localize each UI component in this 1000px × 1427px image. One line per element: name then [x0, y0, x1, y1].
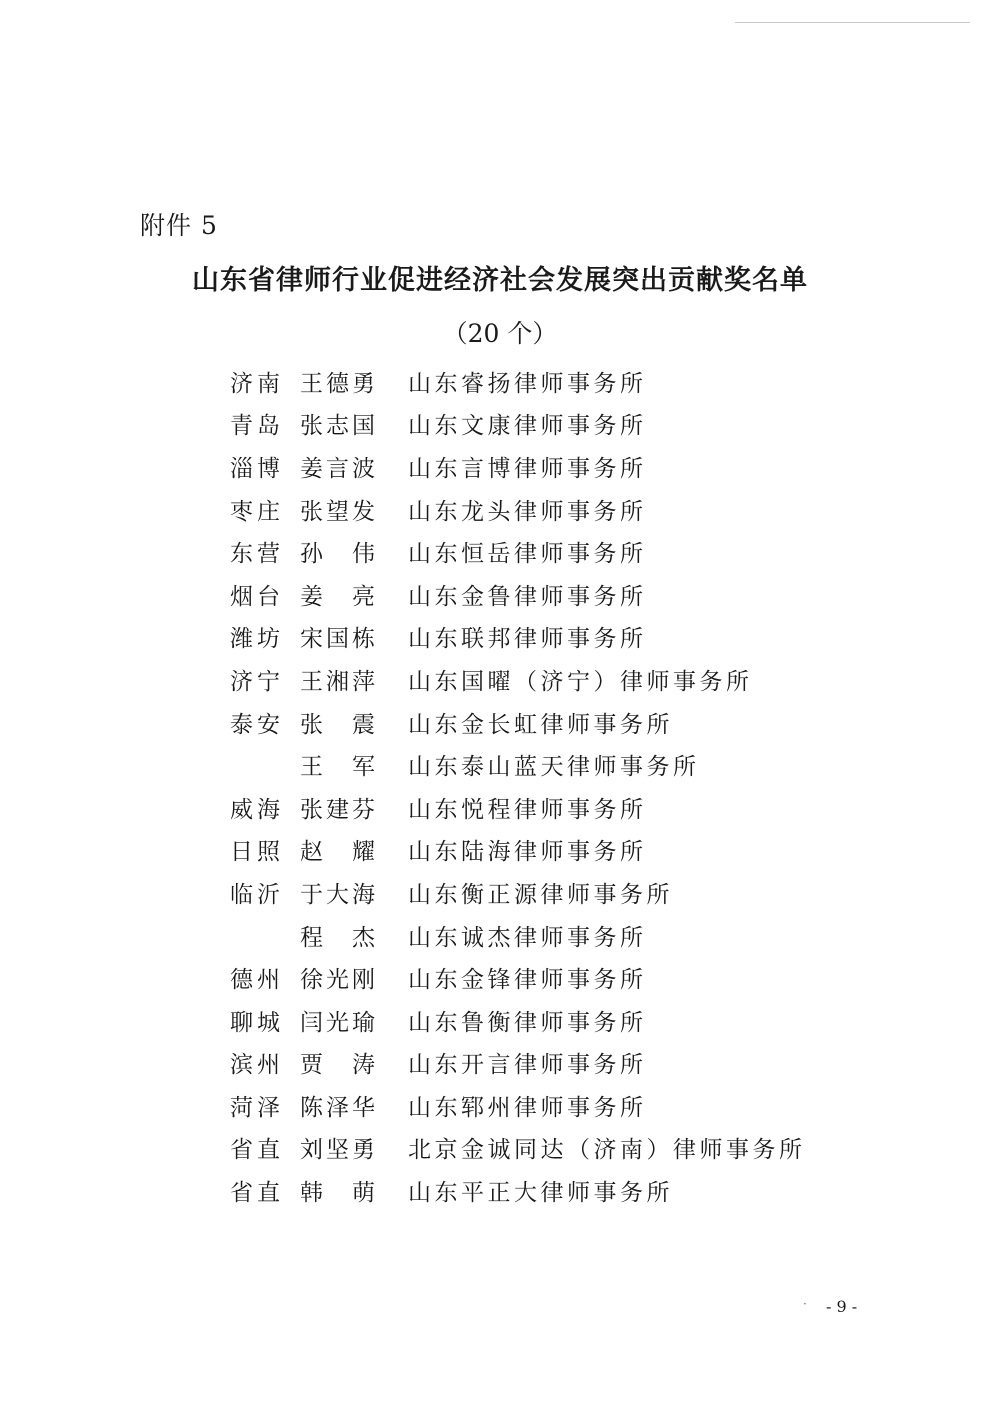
awardee-name: 张 震	[300, 711, 378, 738]
awardee-name: 宋国栋	[300, 626, 378, 653]
awardee-name: 张望发	[300, 498, 378, 525]
list-item	[230, 999, 830, 1042]
list-item	[230, 1169, 830, 1212]
law-firm: 山东开言律师事务所	[408, 1052, 647, 1079]
city: 聊城	[230, 1009, 284, 1036]
city: 青岛	[230, 413, 284, 440]
city: 日照	[230, 839, 284, 866]
law-firm: 山东泰山蓝天律师事务所	[408, 754, 700, 781]
city: 滨州	[230, 1052, 284, 1079]
awardee-name: 徐光刚	[300, 967, 378, 994]
list-item	[230, 360, 830, 403]
page-title: 山东省律师行业促进经济社会发展突出贡献奖名单	[192, 265, 808, 296]
list-item	[230, 829, 830, 872]
awardee-name: 韩 萌	[300, 1180, 378, 1207]
city: 临沂	[230, 881, 284, 908]
city: 枣庄	[230, 498, 284, 525]
list-item	[230, 914, 830, 957]
law-firm: 山东恒岳律师事务所	[408, 541, 647, 568]
city: 济南	[230, 370, 284, 397]
city: 东营	[230, 541, 284, 568]
city: 省直	[230, 1137, 284, 1164]
list-item	[230, 573, 830, 616]
awardee-name: 于大海	[300, 881, 378, 908]
awardee-name: 陈泽华	[300, 1094, 378, 1121]
law-firm: 山东文康律师事务所	[408, 413, 647, 440]
city: 烟台	[230, 583, 284, 610]
law-firm: 山东金锋律师事务所	[408, 967, 647, 994]
awardee-name: 张建芬	[300, 796, 378, 823]
law-firm: 山东国曜（济宁）律师事务所	[408, 668, 753, 695]
city: 菏泽	[230, 1094, 284, 1121]
awardee-list	[230, 360, 830, 1212]
law-firm: 山东龙头律师事务所	[408, 498, 647, 525]
awardee-name: 孙 伟	[300, 541, 378, 568]
city: 济宁	[230, 668, 284, 695]
city: 泰安	[230, 711, 284, 738]
awardee-name: 王德勇	[300, 370, 378, 397]
awardee-name: 闫光瑜	[300, 1009, 378, 1036]
law-firm: 山东金鲁律师事务所	[408, 583, 647, 610]
awardee-name: 王湘萍	[300, 668, 378, 695]
list-item	[230, 658, 830, 701]
list-item	[230, 871, 830, 914]
awardee-name: 王 军	[300, 754, 378, 781]
list-item	[230, 743, 830, 786]
list-item	[230, 530, 830, 573]
city: 潍坊	[230, 626, 284, 653]
law-firm: 山东衡正源律师事务所	[408, 881, 673, 908]
list-item	[230, 701, 830, 744]
law-firm: 山东陆海律师事务所	[408, 839, 647, 866]
list-item	[230, 1042, 830, 1085]
awardee-name: 赵 耀	[300, 839, 378, 866]
law-firm: 山东郓州律师事务所	[408, 1094, 647, 1121]
list-item	[230, 786, 830, 829]
law-firm: 山东金长虹律师事务所	[408, 711, 673, 738]
law-firm: 山东联邦律师事务所	[408, 626, 647, 653]
law-firm: 山东鲁衡律师事务所	[408, 1009, 647, 1036]
list-item	[230, 956, 830, 999]
law-firm: 山东平正大律师事务所	[408, 1180, 673, 1207]
law-firm: 山东诚杰律师事务所	[408, 924, 647, 951]
city: 淄博	[230, 455, 284, 482]
awardee-name: 贾 涛	[300, 1052, 378, 1079]
page-number: - 9 -	[826, 1297, 858, 1316]
awardee-name: 程 杰	[300, 924, 378, 951]
page-dot: ·	[803, 1297, 807, 1311]
awardee-name: 姜 亮	[300, 583, 378, 610]
law-firm: 山东睿扬律师事务所	[408, 370, 647, 397]
list-item	[230, 1084, 830, 1127]
awardee-name: 刘坚勇	[300, 1137, 378, 1164]
law-firm: 北京金诚同达（济南）律师事务所	[408, 1137, 806, 1164]
law-firm: 山东悦程律师事务所	[408, 796, 647, 823]
top-rule	[735, 22, 970, 23]
list-item	[230, 445, 830, 488]
awardee-name: 姜言波	[300, 455, 378, 482]
awardee-name: 张志国	[300, 413, 378, 440]
city: 省直	[230, 1180, 284, 1207]
city: 威海	[230, 796, 284, 823]
list-item	[230, 1127, 830, 1170]
list-item	[230, 616, 830, 659]
law-firm: 山东言博律师事务所	[408, 455, 647, 482]
awardee-count: （20 个）	[442, 319, 558, 348]
list-item	[230, 488, 830, 531]
list-item	[230, 403, 830, 446]
city: 德州	[230, 967, 284, 994]
attachment-label: 附件 5	[140, 211, 218, 240]
